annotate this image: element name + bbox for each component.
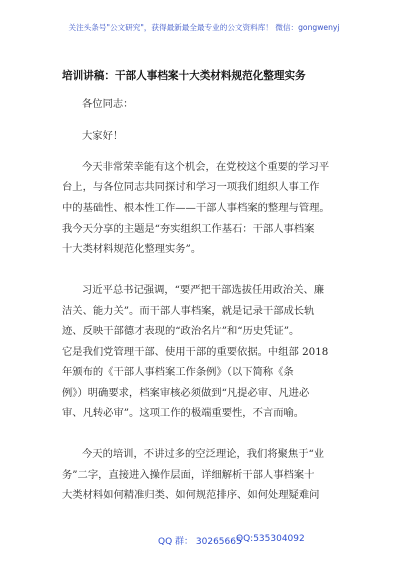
body-line: 我今天分享的主题是“夯实组织工作基石：干部人事档案 (62, 223, 315, 235)
header-banner: 关注头条号"公文研究"，获得最新最全最专业的公文资料库！ 微信：gongwenyj (68, 23, 340, 32)
body-line: 例》）明确要求，档案审核必须做到“凡提必审、凡进必 (62, 387, 310, 399)
document-title: 培训讲稿：干部人事档案十大类材料规范化整理实务 (62, 70, 306, 82)
footer-qq-group: QQ 群： 30265665 (158, 537, 242, 547)
body-line: 年颁布的《干部人事档案工作条例》（以下简称《条 (62, 366, 294, 378)
body-line: 审、凡转必审”。这项工作的极端重要性，不言而喻。 (62, 407, 305, 419)
body-line: 它是我们党管理干部、使用干部的重要依据。中组部 2018 (62, 346, 329, 358)
body-line: 习近平总书记强调，“要严把干部选拔任用政治关、廉 (82, 284, 325, 296)
body-line: 大类材料如何精准归类、如何规范排序、如何处理疑难问 (62, 489, 320, 501)
footer-qq-number: QQ:535304092 (236, 534, 305, 544)
body-line: 务”二字，直接进入操作层面，详细解析干部人事档案十 (62, 469, 315, 481)
body-line: 十大类材料规范化整理实务”。 (62, 243, 202, 255)
body-line: 洁关、能力关”。而干部人事档案，就是记录干部成长轨 (62, 305, 315, 317)
body-line: 迹、反映干部德才表现的“政治名片”和“历史凭证”。 (62, 325, 300, 337)
body-line: 台上，与各位同志共同探讨和学习一项我们组织人事工作 (62, 181, 320, 193)
body-line: 今天的培训，不讲过多的空泛理论，我们将聚焦于“业 (82, 448, 325, 460)
body-line: 各位同志： (82, 98, 134, 110)
body-line: 今天非常荣幸能有这个机会，在党校这个重要的学习平 (82, 161, 330, 173)
body-line: 大家好！ (82, 130, 124, 142)
body-line: 中的基础性、根本性工作——干部人事档案的整理与管理。 (62, 202, 330, 214)
